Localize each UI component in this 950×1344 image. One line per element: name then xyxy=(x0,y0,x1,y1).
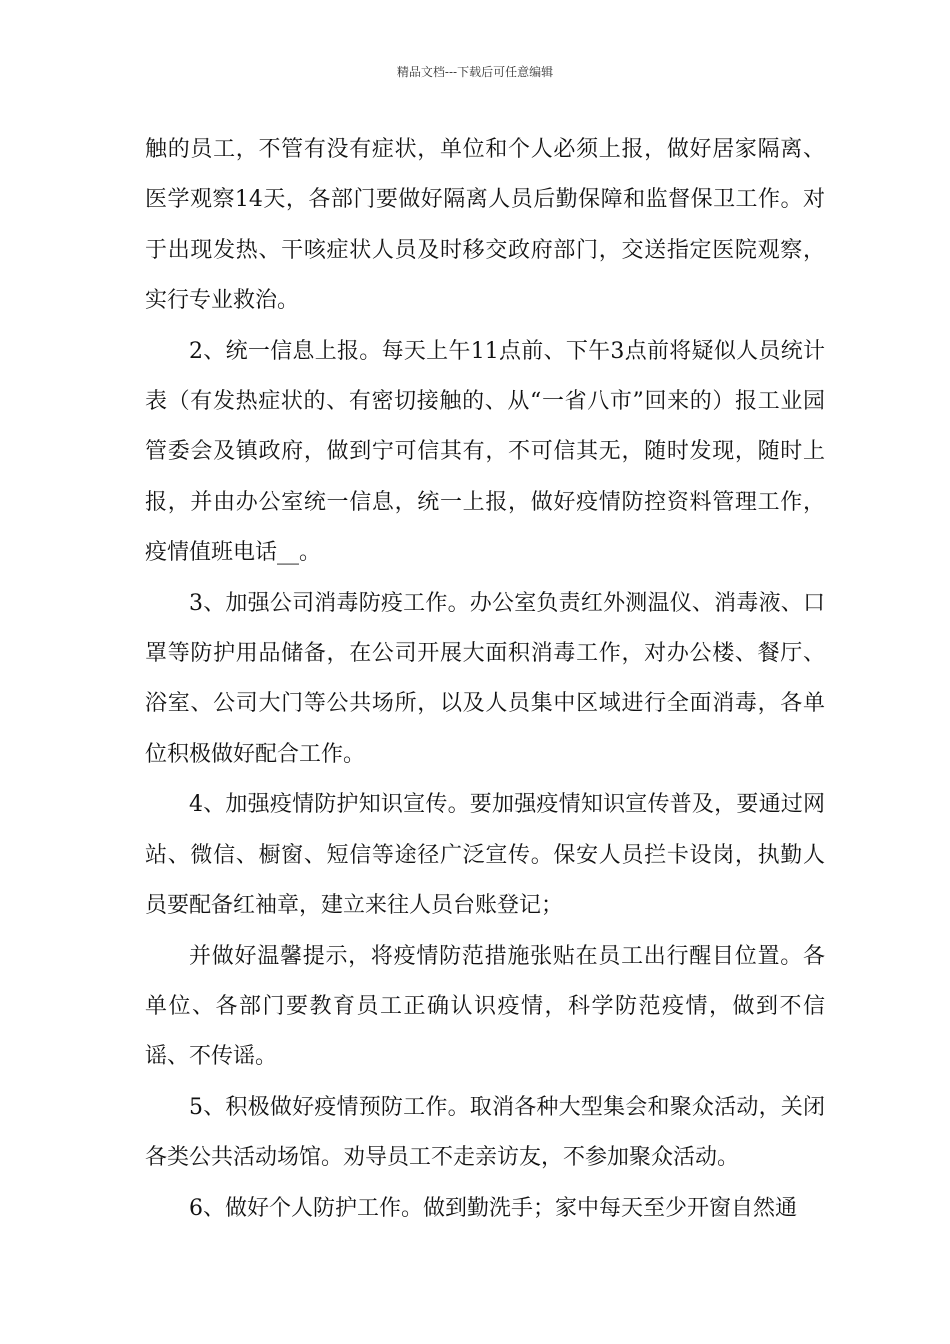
paragraph-item-6: 6、做好个人防护工作。做到勤洗手；家中每天至少开窗自然通 xyxy=(189,1195,797,1221)
paragraph-item-3: 3、加强公司消毒防疫工作。办公室负责红外测温仪、消毒液、口罩等防护用品储备，在公司开展大面积消毒工作，对办公楼、餐厅、浴室、公司大门等公共场所，以及人员集中区域进行全面消毒，各单位积极做好配合工作。 xyxy=(145,590,825,767)
paragraph-continuation: 触的员工，不管有没有症状，单位和个人必须上报，做好居家隔离、医学观察14天，各部门要做好隔离人员后勤保障和监督保卫工作。对于出现发热、干咳症状人员及时移交政府部门，交送指定医院观察，实行专业救治。 xyxy=(145,137,825,314)
page-header: 精品文档---下载后可任意编辑 xyxy=(396,65,554,79)
paragraph-item-4: 4、加强疫情防护知识宣传。要加强疫情知识宣传普及，要通过网站、微信、橱窗、短信等途径广泛宣传。保安人员拦卡设岗，执勤人员要配备红袖章，建立来往人员台账登记； xyxy=(145,792,825,919)
paragraph-item-2: 2、统一信息上报。每天上午11点前、下午3点前将疑似人员统计表（有发热症状的、有密切接触的、从“一省八市”回来的）报工业园管委会及镇政府，做到宁可信其有，不可信其无，随时发现，随时上报，并由办公室统一信息，统一上报，做好疫情防控资料管理工作，疫情值班电话__。 xyxy=(145,338,825,566)
paragraph-item-5: 5、积极做好疫情预防工作。取消各种大型集会和聚众活动，关闭各类公共活动场馆。劝导员工不走亲访友，不参加聚众活动。 xyxy=(145,1094,825,1171)
document-body xyxy=(145,125,825,1234)
paragraph-item-4-continued: 并做好温馨提示，将疫情防范措施张贴在员工出行醒目位置。各单位、各部门要教育员工正确认识疫情，科学防范疫情，做到不信谣、不传谣。 xyxy=(145,943,825,1070)
